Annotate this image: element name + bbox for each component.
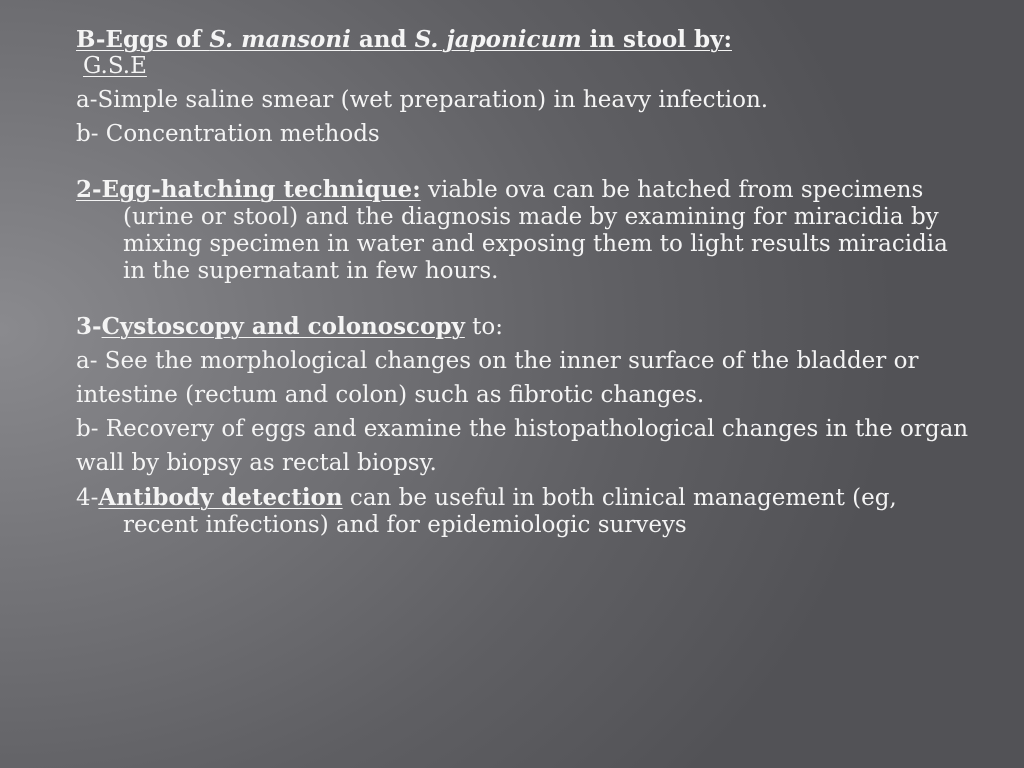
species-mansoni: S. mansoni bbox=[209, 26, 351, 53]
heading-and: and bbox=[350, 26, 415, 53]
section-2-body: viable ova can be hatched from specimens (urine or stool) and the diagnosis made by examining for miracidia by mixing specimen in water and exposing them to light results miracidia in the supernatant in few hours. bbox=[123, 177, 948, 284]
species-japonicum: S. japonicum bbox=[414, 26, 582, 53]
section-4-paragraph bbox=[76, 484, 976, 539]
section-b-item-a: a-Simple saline smear (wet preparation) in heavy infection. bbox=[76, 87, 769, 113]
heading-prefix: B-Eggs of bbox=[76, 26, 210, 53]
section-3-item-b-1: b- Recovery of eggs and examine the histopathological changes in the organ bbox=[76, 416, 969, 442]
section-3-item-b-2: wall by biopsy as rectal biopsy. bbox=[76, 450, 437, 476]
section-4-title: Antibody detection bbox=[98, 484, 343, 511]
section-3-item-a-2: intestine (rectum and colon) such as fibrotic changes. bbox=[76, 382, 705, 408]
section-4-number: 4- bbox=[76, 485, 99, 511]
section-3-item-a-1: a- See the morphological changes on the inner surface of the bladder or bbox=[76, 348, 919, 374]
section-2-paragraph bbox=[76, 176, 976, 285]
section-4-body: can be useful in both clinical management (eg, recent infections) and for epidemiologic surveys bbox=[123, 485, 897, 538]
section-3-title: Cystoscopy and colonoscopy bbox=[101, 313, 465, 340]
section-3-number: 3- bbox=[76, 313, 102, 340]
section-3-heading bbox=[76, 313, 976, 341]
section-2-title: 2-Egg-hatching technique: bbox=[76, 176, 421, 203]
section-b-heading bbox=[76, 26, 976, 53]
section-b-item-b: b- Concentration methods bbox=[76, 121, 380, 147]
section-3-suffix: to: bbox=[464, 314, 503, 340]
heading-suffix: in stool by: bbox=[581, 26, 732, 53]
slide-body bbox=[76, 26, 976, 539]
gse-label: G.S.E bbox=[83, 53, 147, 79]
